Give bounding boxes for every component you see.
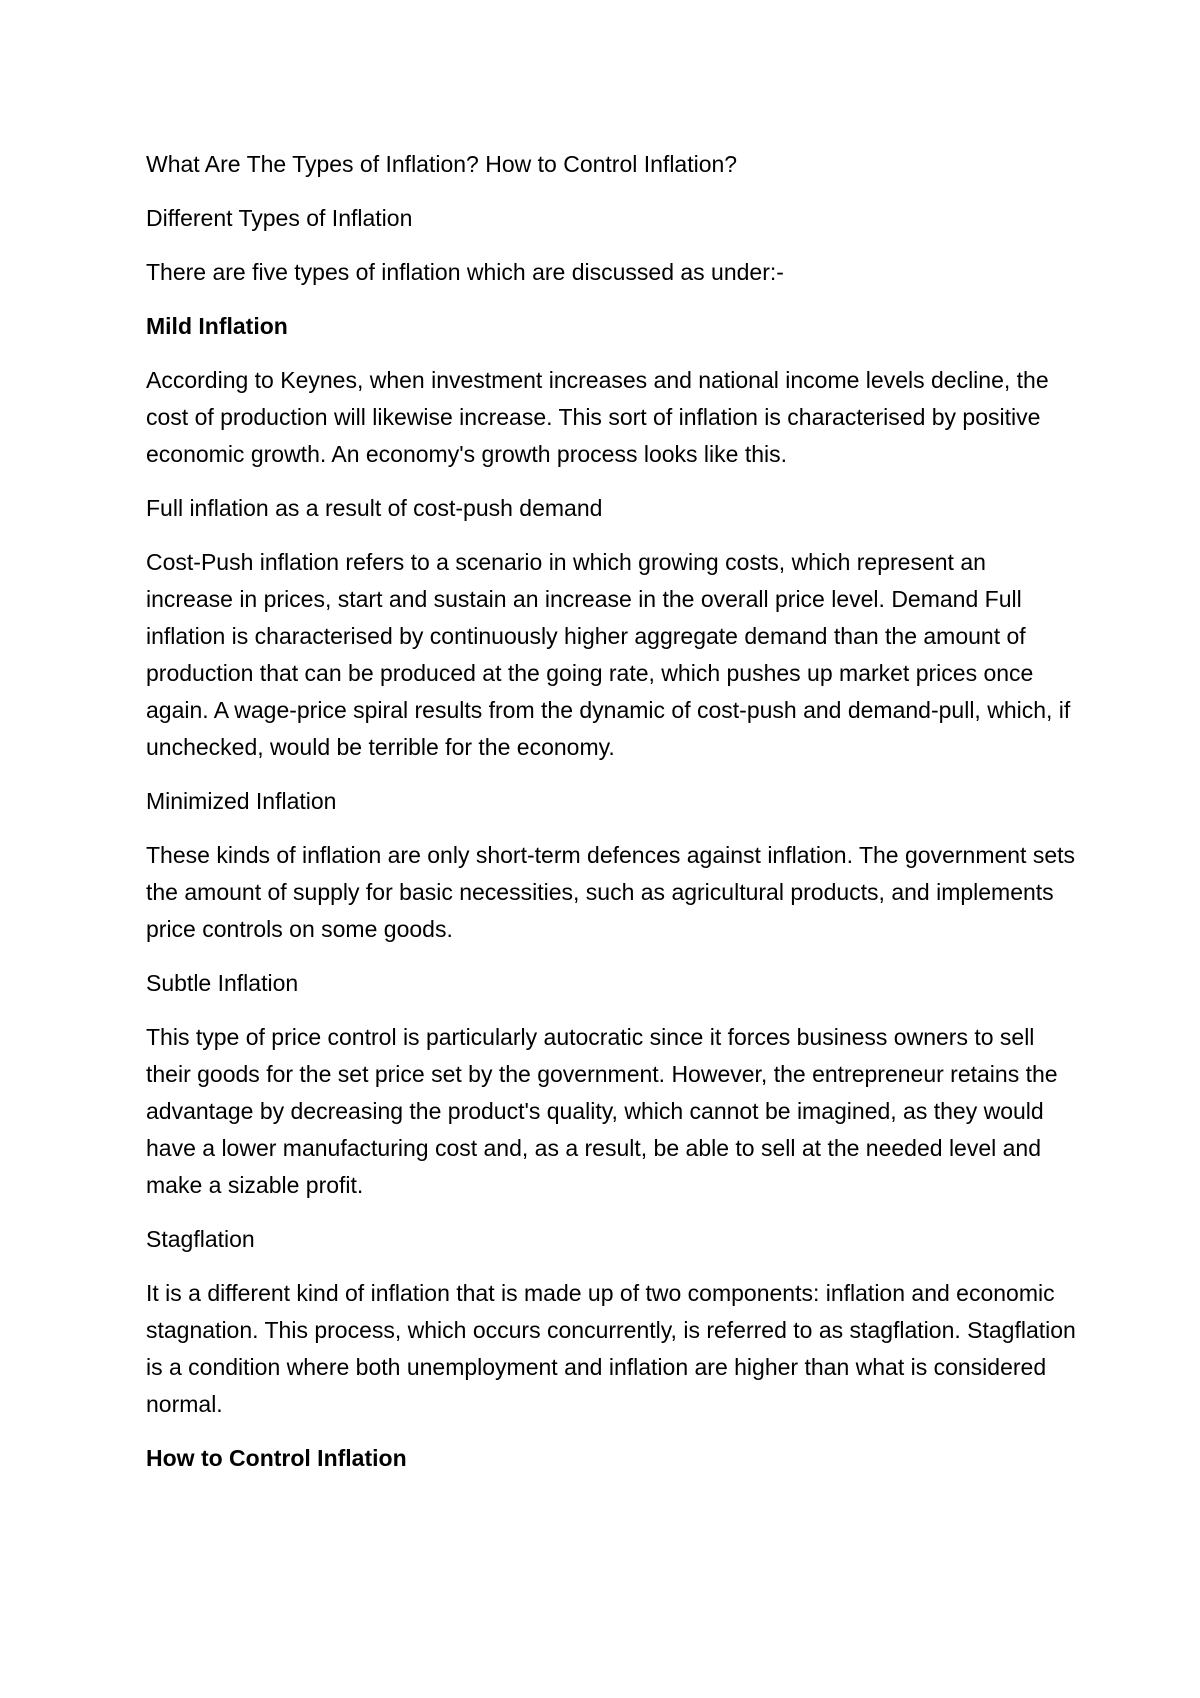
full-inflation-heading: Full inflation as a result of cost-push demand <box>146 495 603 521</box>
stagflation-heading: Stagflation <box>146 1226 255 1252</box>
section-heading: Different Types of Inflation <box>146 205 413 231</box>
minimized-inflation-paragraph: These kinds of inflation are only short-term defences against inflation. The government sets the amount of supply for basic necessities, such as agricultural products, and implements price controls on some goods. <box>146 842 1076 942</box>
intro-paragraph: There are five types of inflation which are discussed as under:- <box>146 259 784 285</box>
document-body <box>146 146 1076 1494</box>
minimized-inflation-heading: Minimized Inflation <box>146 788 337 814</box>
control-inflation-heading: How to Control Inflation <box>146 1445 407 1471</box>
subtle-inflation-heading: Subtle Inflation <box>146 970 299 996</box>
mild-inflation-paragraph: According to Keynes, when investment increases and national income levels decline, the cost of production will likewise increase. This sort of inflation is characterised by positive economic growth. An economy's growth process looks like this. <box>146 367 1049 467</box>
document-title: What Are The Types of Inflation? How to Control Inflation? <box>146 151 738 177</box>
full-inflation-paragraph: Cost-Push inflation refers to a scenario in which growing costs, which represent an increase in prices, start and sustain an increase in the overall price level. Demand Full inflation is characterised by continuously higher aggregate demand than the amount of production that can be produced at the going rate, which pushes up market prices once again. A wage-price spiral results from the dynamic of cost-push and demand-pull, which, if unchecked, would be terrible for the economy. <box>146 549 1071 760</box>
subtle-inflation-paragraph: This type of price control is particularly autocratic since it forces business owners to sell their goods for the set price set by the government. However, the entrepreneur retains the advantage by decreasing the product's quality, which cannot be imagined, as they would have a lower manufacturing cost and, as a result, be able to sell at the needed level and make a sizable profit. <box>146 1024 1058 1198</box>
mild-inflation-heading: Mild Inflation <box>146 313 288 339</box>
stagflation-paragraph: It is a different kind of inflation that is made up of two components: inflation and economic stagnation. This process, which occurs concurrently, is referred to as stagflation. Stagflation is a condition where both unemployment and inflation are higher than what is considered normal. <box>146 1280 1076 1417</box>
